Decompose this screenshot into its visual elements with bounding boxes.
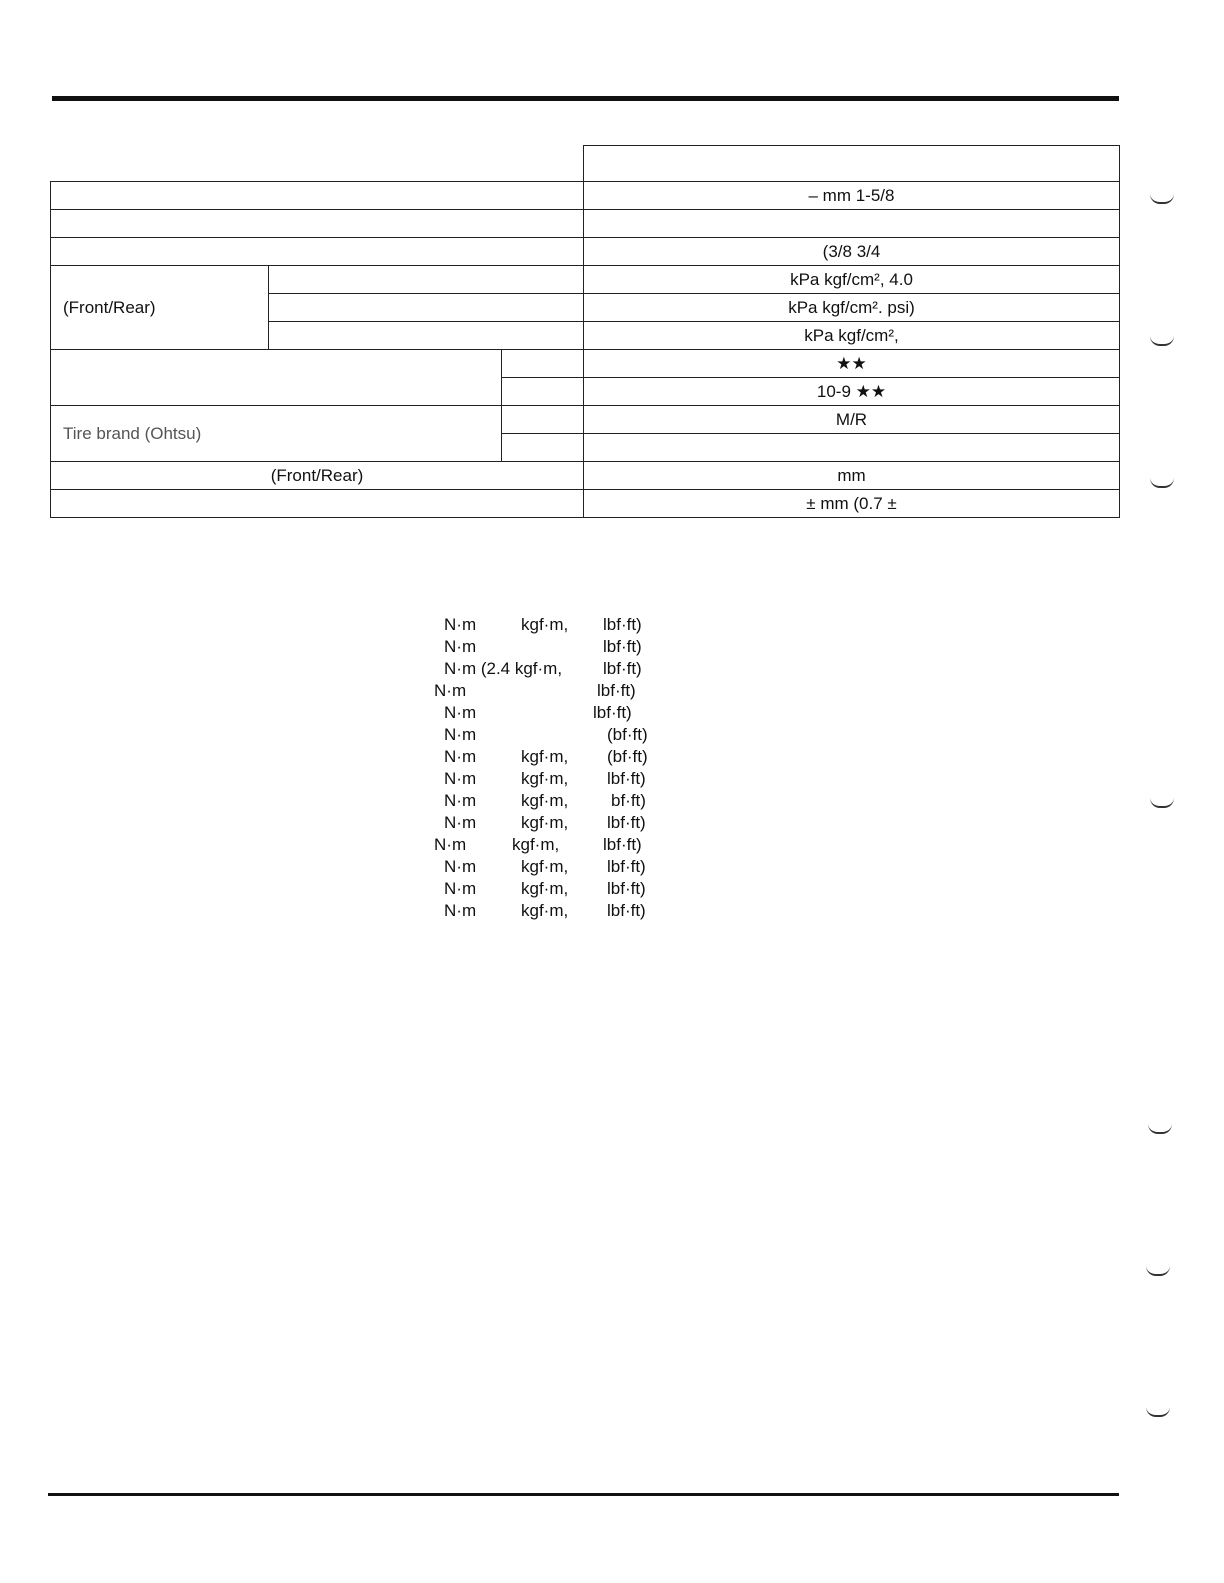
spec-value: kPa kgf/cm², xyxy=(584,322,1120,350)
torque-nm: N·m xyxy=(434,835,467,854)
spec-sublabel xyxy=(502,434,584,462)
torque-kgf: kgf·m, xyxy=(521,615,569,634)
spec-value: 10-9 ★★ xyxy=(584,378,1120,406)
torque-lbf: lbf·ft) xyxy=(607,813,646,832)
table-row xyxy=(51,462,1120,490)
torque-values-list xyxy=(420,614,680,922)
list-item xyxy=(420,658,680,680)
torque-nm: N·m xyxy=(444,725,477,744)
torque-lbf: lbf·ft) xyxy=(597,681,636,700)
table-row xyxy=(51,146,1120,182)
torque-kgf: kgf·m, xyxy=(512,835,560,854)
spec-label xyxy=(51,350,502,406)
spec-value xyxy=(584,210,1120,238)
torque-kgf: kgf·m, xyxy=(521,901,569,920)
binder-tab-mark xyxy=(1150,194,1174,204)
torque-lbf: bf·ft) xyxy=(611,791,646,810)
torque-nm: N·m xyxy=(444,857,477,876)
torque-nm: N·m xyxy=(444,791,477,810)
spec-sublabel xyxy=(502,406,584,434)
list-item xyxy=(420,900,680,922)
torque-kgf: kgf·m, xyxy=(521,747,569,766)
binder-tab-mark xyxy=(1146,1266,1170,1276)
binder-tab-mark xyxy=(1148,1124,1172,1134)
torque-lbf: lbf·ft) xyxy=(603,637,642,656)
torque-lbf: lbf·ft) xyxy=(603,659,642,678)
table-row xyxy=(51,406,1120,434)
spec-label xyxy=(51,210,584,238)
torque-nm: N·m xyxy=(434,681,467,700)
torque-nm: N·m (2.4 kgf·m, xyxy=(444,659,563,678)
list-item xyxy=(420,834,680,856)
list-item xyxy=(420,790,680,812)
spec-value: kPa kgf/cm², 4.0 xyxy=(584,266,1120,294)
spec-value: kPa kgf/cm². psi) xyxy=(584,294,1120,322)
spec-sublabel xyxy=(502,350,584,378)
spec-label: (Front/Rear) xyxy=(51,462,584,490)
torque-lbf: lbf·ft) xyxy=(603,835,642,854)
spec-sublabel xyxy=(269,294,584,322)
list-item xyxy=(420,702,680,724)
torque-nm: N·m xyxy=(444,879,477,898)
torque-kgf: kgf·m, xyxy=(521,791,569,810)
torque-lbf: lbf·ft) xyxy=(607,769,646,788)
tire-brand-label: Tire brand (Ohtsu) xyxy=(51,406,502,462)
torque-nm: N·m xyxy=(444,769,477,788)
torque-kgf: kgf·m, xyxy=(521,813,569,832)
torque-kgf: kgf·m, xyxy=(521,769,569,788)
torque-nm: N·m xyxy=(444,615,477,634)
torque-kgf: kgf·m, xyxy=(521,879,569,898)
binder-tab-mark xyxy=(1150,336,1174,346)
spec-label xyxy=(51,146,584,182)
spec-sublabel xyxy=(269,266,584,294)
torque-nm: N·m xyxy=(444,747,477,766)
torque-lbf: (bf·ft) xyxy=(607,725,648,744)
spec-value xyxy=(584,146,1120,182)
torque-lbf: lbf·ft) xyxy=(607,879,646,898)
torque-nm: N·m xyxy=(444,703,477,722)
torque-nm: N·m xyxy=(444,901,477,920)
torque-kgf: kgf·m, xyxy=(521,857,569,876)
spec-value: (3/8 3/4 xyxy=(584,238,1120,266)
spec-value: mm xyxy=(584,462,1120,490)
tire-pressure-label: (Front/Rear) xyxy=(51,266,269,350)
table-row xyxy=(51,266,1120,294)
table-row xyxy=(51,210,1120,238)
torque-lbf: lbf·ft) xyxy=(603,615,642,634)
torque-lbf: lbf·ft) xyxy=(607,857,646,876)
list-item xyxy=(420,680,680,702)
header-rule xyxy=(52,96,1119,101)
spec-label xyxy=(51,238,584,266)
table-row xyxy=(51,238,1120,266)
specifications-table xyxy=(50,145,1120,518)
list-item xyxy=(420,636,680,658)
spec-value: ★★ xyxy=(584,350,1120,378)
list-item xyxy=(420,878,680,900)
list-item xyxy=(420,746,680,768)
spec-sublabel xyxy=(269,322,584,350)
list-item xyxy=(420,856,680,878)
list-item xyxy=(420,614,680,636)
spec-value: – mm 1-5/8 xyxy=(584,182,1120,210)
spec-label xyxy=(51,490,584,518)
torque-lbf: lbf·ft) xyxy=(607,901,646,920)
torque-lbf: (bf·ft) xyxy=(607,747,648,766)
table-row xyxy=(51,350,1120,378)
torque-lbf: lbf·ft) xyxy=(593,703,632,722)
spec-sublabel xyxy=(502,378,584,406)
torque-nm: N·m xyxy=(444,813,477,832)
binder-tab-mark xyxy=(1150,798,1174,808)
spec-label xyxy=(51,182,584,210)
torque-nm: N·m xyxy=(444,637,477,656)
binder-tab-mark xyxy=(1150,478,1174,488)
list-item xyxy=(420,768,680,790)
footer-rule xyxy=(48,1493,1119,1496)
table-row xyxy=(51,182,1120,210)
binder-tab-mark xyxy=(1146,1407,1170,1417)
spec-value: ± mm (0.7 ± xyxy=(584,490,1120,518)
spec-value: M/R xyxy=(584,406,1120,434)
spec-value xyxy=(584,434,1120,462)
table-row xyxy=(51,490,1120,518)
list-item xyxy=(420,724,680,746)
list-item xyxy=(420,812,680,834)
